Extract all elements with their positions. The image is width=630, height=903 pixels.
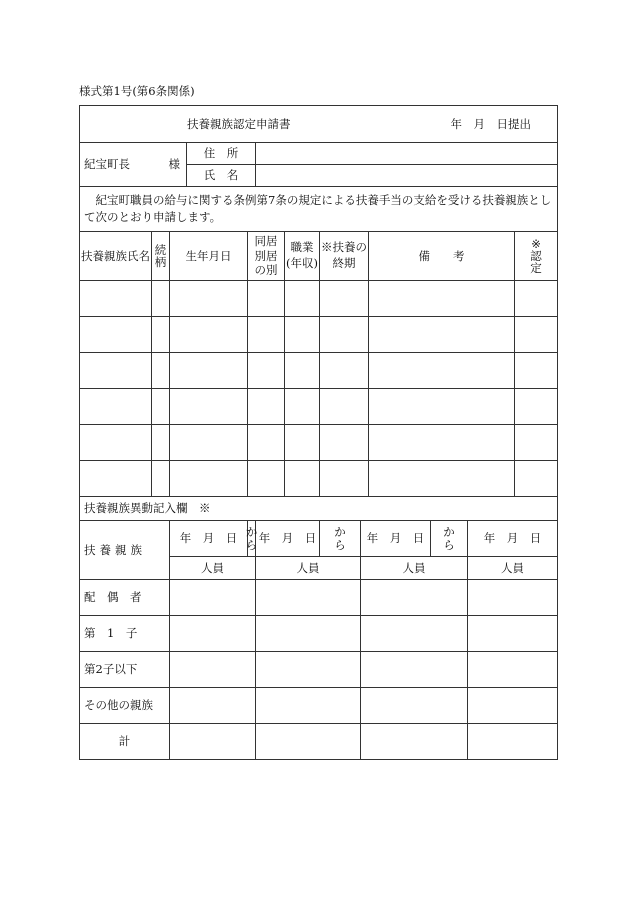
cell-end-date[interactable] [320, 281, 369, 317]
cell-occupation[interactable] [285, 281, 320, 317]
honorific: 様 [168, 157, 180, 172]
cell-name[interactable] [80, 317, 152, 353]
cell-remarks[interactable] [369, 317, 515, 353]
cell-relation[interactable] [152, 461, 170, 497]
changes-title-cell [80, 497, 558, 521]
count-label-4: 人員 [468, 557, 558, 580]
header-name: 扶養親族氏名 [80, 232, 152, 281]
change-date-2[interactable]: 年 月 日 [256, 521, 320, 557]
cell-birthdate[interactable] [170, 281, 248, 317]
cell-occupation[interactable] [285, 317, 320, 353]
from-label-2: か ら [320, 521, 361, 557]
cell-approval[interactable] [515, 425, 558, 461]
cell-remarks[interactable] [369, 281, 515, 317]
cell-approval[interactable] [515, 389, 558, 425]
header-cohabit: 同居 別居 の別 [248, 232, 285, 281]
name-label: 氏 名 [187, 165, 256, 187]
name-field[interactable] [256, 165, 558, 187]
cell-birthdate[interactable] [170, 317, 248, 353]
cell-remarks[interactable] [369, 461, 515, 497]
change-date-3[interactable]: 年 月 日 [361, 521, 431, 557]
cell-end-date[interactable] [320, 461, 369, 497]
category-row [80, 616, 558, 652]
category-row [80, 688, 558, 724]
cell-occupation[interactable] [285, 461, 320, 497]
category-second-child-plus: 第2子以下 [80, 652, 170, 688]
table-row [80, 461, 558, 497]
table-row [80, 353, 558, 389]
category-row [80, 580, 558, 616]
cell-end-date[interactable] [320, 389, 369, 425]
cell-cohabit[interactable] [248, 353, 285, 389]
cell-end-date[interactable] [320, 425, 369, 461]
statement-cell [80, 187, 558, 232]
cell-approval[interactable] [515, 461, 558, 497]
submission-date: 年 月 日提出 [450, 116, 532, 131]
cell-remarks[interactable] [369, 353, 515, 389]
header-birthdate: 生年月日 [170, 232, 248, 281]
address-label: 住 所 [187, 143, 256, 165]
addressee: 紀宝町長 [84, 157, 130, 172]
table-row [80, 389, 558, 425]
cell-cohabit[interactable] [248, 425, 285, 461]
cell-approval[interactable] [515, 353, 558, 389]
cell-name[interactable] [80, 281, 152, 317]
change-row-label: 扶養親族 [84, 542, 146, 557]
category-row [80, 724, 558, 760]
cell-name[interactable] [80, 461, 152, 497]
cell-remarks[interactable] [369, 425, 515, 461]
cell-end-date[interactable] [320, 353, 369, 389]
count-label-1: 人員 [170, 557, 256, 580]
header-relation: 続 柄 [152, 232, 170, 281]
cell-name[interactable] [80, 389, 152, 425]
cell-cohabit[interactable] [248, 461, 285, 497]
cell-occupation[interactable] [285, 389, 320, 425]
table-row [80, 317, 558, 353]
category-first-child: 第 1 子 [80, 616, 170, 652]
table-row [80, 425, 558, 461]
form-title: 扶養親族認定申請書 [187, 116, 291, 131]
category-other: その他の親族 [80, 688, 170, 724]
change-date-1[interactable]: 年 月 日 [170, 521, 248, 557]
from-label-1: か ら [248, 521, 256, 557]
cell-occupation[interactable] [285, 425, 320, 461]
cell-approval[interactable] [515, 281, 558, 317]
title-cell [80, 106, 558, 143]
header-end-date: ※扶養の 終期 [320, 232, 369, 281]
table-row [80, 281, 558, 317]
cell-relation[interactable] [152, 425, 170, 461]
change-date-4[interactable]: 年 月 日 [468, 521, 558, 557]
cell-cohabit[interactable] [248, 389, 285, 425]
application-form [79, 105, 558, 760]
cell-birthdate[interactable] [170, 425, 248, 461]
cell-approval[interactable] [515, 317, 558, 353]
cell-birthdate[interactable] [170, 389, 248, 425]
cell-relation[interactable] [152, 317, 170, 353]
from-label-3: か ら [431, 521, 468, 557]
cell-cohabit[interactable] [248, 317, 285, 353]
header-approval: ※ 認 定 [515, 232, 558, 281]
category-row [80, 652, 558, 688]
addressee-cell [80, 143, 187, 187]
category-total: 計 [80, 724, 170, 760]
cell-occupation[interactable] [285, 353, 320, 389]
count-label-3: 人員 [361, 557, 468, 580]
address-field[interactable] [256, 143, 558, 165]
category-spouse: 配 偶 者 [80, 580, 170, 616]
cell-birthdate[interactable] [170, 353, 248, 389]
cell-birthdate[interactable] [170, 461, 248, 497]
cell-relation[interactable] [152, 281, 170, 317]
header-remarks: 備 考 [369, 232, 515, 281]
header-occupation: 職業 (年収) [285, 232, 320, 281]
statement-text: 紀宝町職員の給与に関する条例第7条の規定による扶養手当の支給を受ける扶養親族として次のとおり申請します。 [84, 192, 552, 224]
form-number-label: 様式第1号(第6条関係) [79, 84, 195, 98]
cell-name[interactable] [80, 353, 152, 389]
cell-relation[interactable] [152, 389, 170, 425]
count-label-2: 人員 [256, 557, 361, 580]
changes-title: 扶養親族異動記入欄 ※ [84, 501, 211, 516]
change-row-label-cell [80, 521, 170, 580]
cell-end-date[interactable] [320, 317, 369, 353]
cell-name[interactable] [80, 425, 152, 461]
cell-remarks[interactable] [369, 389, 515, 425]
cell-relation[interactable] [152, 353, 170, 389]
cell-cohabit[interactable] [248, 281, 285, 317]
